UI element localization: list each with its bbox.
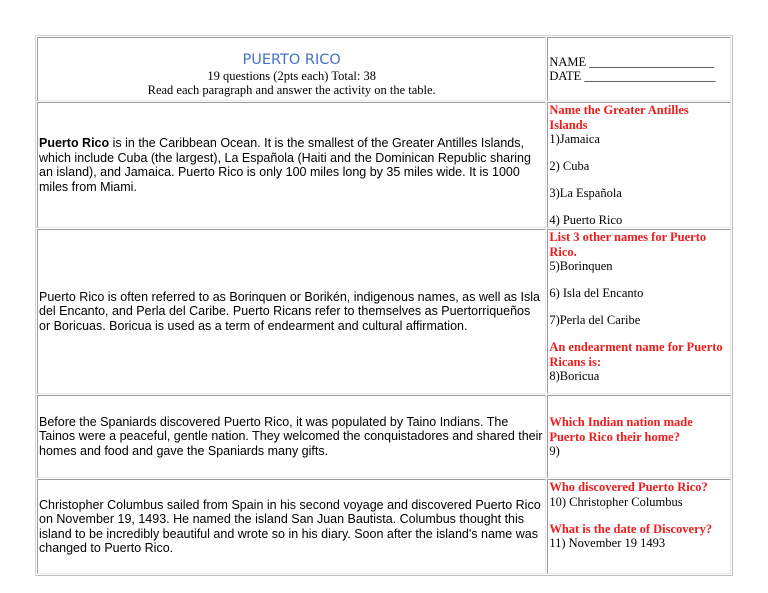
answer-field[interactable]: 1)Jamaica bbox=[549, 132, 600, 146]
paragraph-cell bbox=[37, 395, 546, 478]
worksheet-table bbox=[35, 35, 733, 576]
answer-field[interactable]: 4) Puerto Rico bbox=[549, 213, 623, 227]
header-cell bbox=[37, 37, 546, 101]
answer-field[interactable]: 5)Borinquen bbox=[549, 259, 613, 273]
answer-field[interactable]: 6) Isla del Encanto bbox=[549, 286, 644, 300]
answer-field[interactable]: 9) bbox=[549, 444, 560, 458]
page-title: PUERTO RICO bbox=[242, 51, 341, 68]
answer-field[interactable]: 7)Perla del Caribe bbox=[549, 313, 641, 327]
subtitle: 19 questions (2pts each) Total: 38 bbox=[207, 68, 376, 83]
header-row bbox=[37, 37, 731, 101]
question-label: List 3 other names for Puerto Rico. bbox=[549, 230, 707, 259]
paragraph-cell bbox=[37, 102, 546, 228]
answer-field[interactable]: 10) Christopher Columbus bbox=[549, 494, 683, 509]
question-label: Which Indian nation made Puerto Rico their home? bbox=[549, 415, 693, 444]
question-cell bbox=[547, 395, 731, 478]
answer-field[interactable]: 11) November 19 1493 bbox=[549, 536, 666, 550]
paragraph-bold: Puerto Rico bbox=[39, 136, 110, 150]
table-row bbox=[37, 479, 731, 574]
paragraph: Puerto Rico is often referred to as Borinquen or Borikén, indigenous names, as well as Isla del Encanto, and Perla del Caribe. Puerto Ricans refer to themselves as Puertorriqueños or Boricuas. Boricua is used as a term of endearment and cultural affirmation. bbox=[39, 289, 540, 333]
question-label: Who discovered Puerto Rico? bbox=[549, 480, 708, 494]
table-row bbox=[37, 395, 731, 478]
question-cell bbox=[547, 229, 731, 394]
question-label: What is the date of Discovery? bbox=[549, 521, 713, 536]
paragraph: Puerto Rico is in the Caribbean Ocean. It is the smallest of the Greater Antilles Islands, which include Cuba (the largest), La Española (Haiti and the Dominican Republic sharing an island), and Jamaica. Puerto Rico is only 100 miles long by 35 miles wide. It is 1000 miles from Miami. bbox=[39, 136, 531, 194]
date-field[interactable]: DATE _____________________ bbox=[549, 69, 716, 83]
question-cell bbox=[547, 479, 731, 574]
answer-field[interactable]: 3)La Española bbox=[549, 186, 622, 200]
paragraph-cell bbox=[37, 229, 546, 394]
table-row bbox=[37, 229, 731, 394]
question-label: An endearment name for Puerto Ricans is: bbox=[549, 340, 723, 369]
paragraph-cell bbox=[37, 479, 546, 574]
paragraph: Christopher Columbus sailed from Spain in his second voyage and discovered Puerto Rico on November 19, 1493. He named the island San Juan Bautista. Columbus thought this island to be incredibly beautiful and wrote so in his diary. Soon after the island's name was changed to Puerto Rico. bbox=[39, 497, 541, 555]
name-date-cell bbox=[547, 37, 731, 101]
table-row bbox=[37, 102, 731, 228]
instructions: Read each paragraph and answer the activity on the table. bbox=[147, 82, 436, 97]
question-label: Name the Greater Antilles Islands bbox=[549, 103, 689, 132]
question-cell bbox=[547, 102, 731, 228]
paragraph: Before the Spaniards discovered Puerto Rico, it was populated by Taino Indians. The Tainos were a peaceful, gentle nation. They welcomed the conquistadores and shared their homes and food and gave the Spaniards many gifts. bbox=[39, 414, 543, 458]
answer-field[interactable]: 8)Boricua bbox=[549, 369, 600, 383]
answer-field[interactable]: 2) Cuba bbox=[549, 159, 590, 173]
name-field[interactable]: NAME ____________________ bbox=[549, 55, 715, 69]
